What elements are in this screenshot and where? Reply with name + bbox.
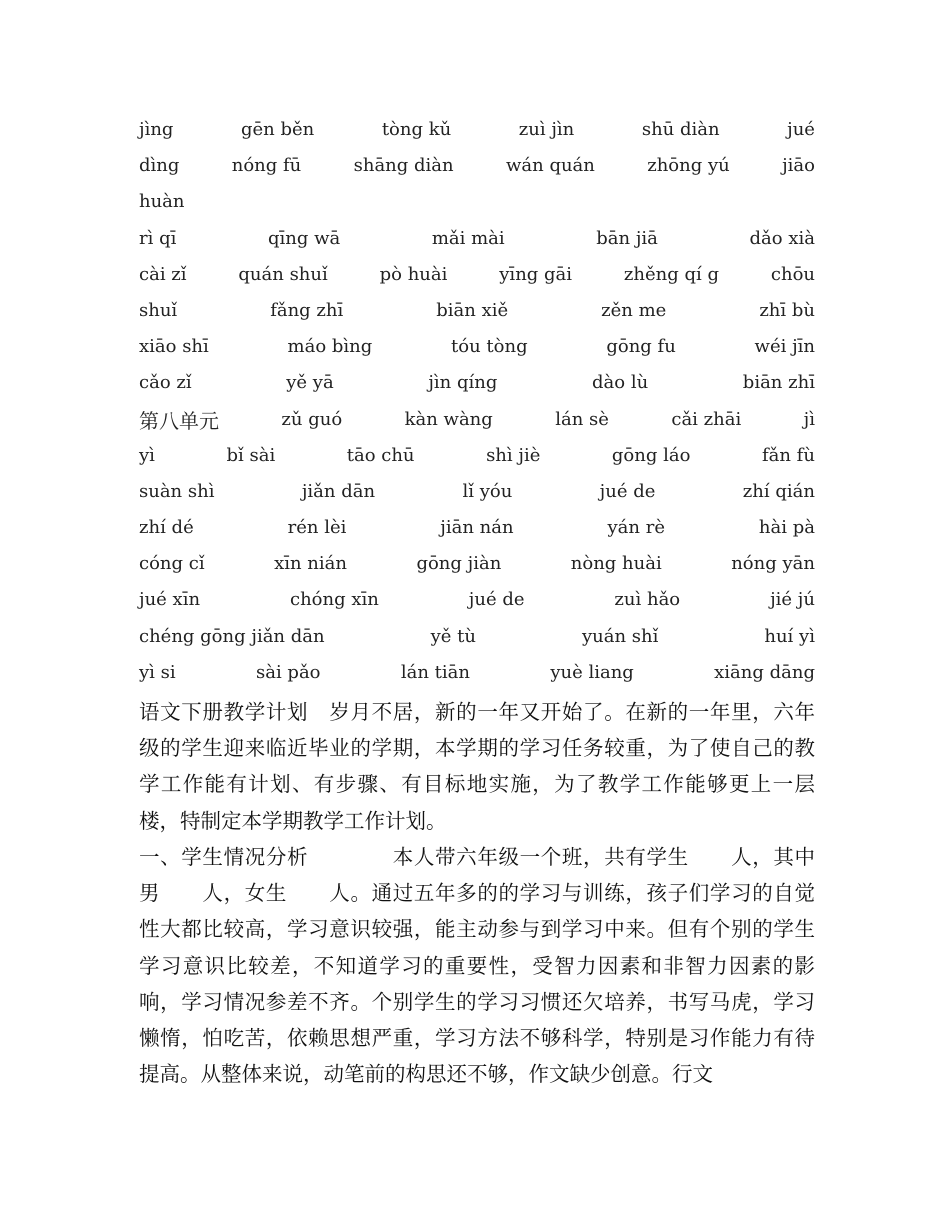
pinyin-line — [139, 193, 815, 229]
pinyin-word: jì — [803, 408, 815, 430]
pinyin-word: suàn shì — [139, 480, 215, 502]
pinyin-word: zhōng yú — [647, 155, 730, 177]
pinyin-word: biān xiě — [436, 299, 509, 321]
pinyin-word: xiāng dāng — [714, 661, 815, 683]
pinyin-word: nóng yān — [731, 553, 815, 575]
pinyin-word: wéi jīn — [754, 336, 815, 358]
pinyin-word: gōng fu — [606, 336, 676, 358]
pinyin-word: zhí dé — [139, 517, 194, 539]
pinyin-word: jiǎn dān — [301, 480, 376, 502]
pinyin-word: yuán shǐ — [581, 625, 659, 647]
pinyin-word: shuǐ — [139, 299, 178, 321]
pinyin-line — [139, 338, 815, 374]
pinyin-word: sài pǎo — [255, 661, 321, 683]
pinyin-word: gēn běn — [241, 119, 315, 140]
pinyin-word: tòng kǔ — [381, 119, 452, 140]
pinyin-line — [139, 519, 815, 555]
pinyin-word: yì si — [139, 661, 176, 683]
pinyin-word: cài zǐ — [139, 263, 187, 285]
pinyin-word: jiān nán — [440, 517, 514, 539]
pinyin-word: gōng jiàn — [416, 553, 502, 575]
paragraph-student-analysis: 一、学生情况分析 本人带六年级一个班，共有学生 人，其中男 人，女生 人。通过五年多的的学习与训练，孩子们学习的自觉性大都比较高，学习意识较强，能主动参与到学习中来。但有个别的学生学习意识比较差，不知道学习的重要性，受智力因素和非智力因素的影响，学习情况参差不齐。个别学生的学习习惯还欠培养，书写马虎，学习懒惰，怕吃苦，依赖思想严重，学习方法不够科学，特别是习作能力有待提高。从整体来说，动笔前的构思还不够，作文缺少创意。行文 — [139, 845, 815, 1087]
pinyin-word: dào lù — [592, 372, 649, 394]
pinyin-word: fǎng zhī — [270, 299, 344, 321]
pinyin-word: jìn qíng — [428, 372, 498, 394]
pinyin-line — [139, 157, 815, 193]
pinyin-word: cóng cǐ — [139, 553, 205, 575]
paragraph-teaching-plan-intro: 语文下册教学计划 岁月不居，新的一年又开始了。在新的一年里，六年级的学生迎来临近毕业的学期，本学期的学习任务较重，为了使自己的教学工作能有计划、有步骤、有目标地实施，为了教学工作能够更上一层楼，特制定本学期教学工作计划。 — [139, 700, 815, 833]
pinyin-word: bǐ sài — [226, 444, 276, 466]
pinyin-word: mǎi mài — [431, 227, 505, 249]
pinyin-word: hài pà — [758, 517, 815, 539]
pinyin-line — [139, 227, 815, 266]
pinyin-line — [139, 444, 815, 483]
pinyin-word: 第八单元 — [139, 408, 219, 433]
pinyin-word: jué — [787, 119, 815, 140]
pinyin-line — [139, 480, 815, 519]
pinyin-word: kàn wàng — [404, 408, 493, 430]
pinyin-word: zěn me — [601, 299, 667, 321]
pinyin-word: jué de — [468, 589, 525, 611]
pinyin-line — [139, 121, 815, 157]
pinyin-word: nóng fū — [231, 155, 302, 177]
pinyin-word: yì — [139, 444, 155, 466]
pinyin-word: gōng láo — [611, 444, 691, 466]
pinyin-word: zhěng qí g — [623, 263, 720, 285]
pinyin-word: jué de — [599, 480, 656, 502]
pinyin-word: yuè liang — [550, 661, 634, 683]
pinyin-word: lǐ yóu — [462, 480, 513, 502]
pinyin-word: rén lèi — [287, 517, 347, 539]
pinyin-word: pò huài — [379, 263, 448, 285]
pinyin-word: máo bìng — [287, 336, 373, 358]
pinyin-word: yě tù — [430, 625, 476, 647]
pinyin-word: huàn — [139, 191, 185, 213]
pinyin-word: xiāo shī — [139, 336, 209, 358]
pinyin-word: dǎo xià — [749, 227, 815, 249]
pinyin-word: lán tiān — [400, 661, 470, 683]
pinyin-word: chōu — [770, 263, 815, 285]
pinyin-word: huí yì — [764, 625, 815, 647]
pinyin-word: jué xīn — [139, 589, 201, 611]
pinyin-line — [139, 374, 815, 410]
pinyin-line — [139, 408, 815, 447]
pinyin-word: yán rè — [607, 517, 665, 539]
pinyin-word: zhī bù — [759, 299, 815, 321]
pinyin-word: jìng — [139, 119, 174, 140]
pinyin-word: shì jiè — [486, 444, 541, 466]
pinyin-word: lán sè — [555, 408, 609, 430]
pinyin-word: cǎo zǐ — [139, 372, 192, 394]
pinyin-line — [139, 299, 815, 338]
pinyin-word: wán quán — [505, 155, 595, 177]
pinyin-word: yě yā — [286, 372, 334, 394]
pinyin-word: quán shuǐ — [238, 263, 328, 285]
pinyin-word: bān jiā — [596, 227, 658, 249]
pinyin-line — [139, 263, 815, 302]
pinyin-word: tóu tòng — [451, 336, 528, 358]
pinyin-word: chóng xīn — [289, 589, 379, 611]
pinyin-line — [139, 591, 815, 627]
pinyin-word: zǔ guó — [281, 408, 343, 430]
pinyin-word: zuì jìn — [518, 119, 575, 140]
pinyin-line — [139, 555, 815, 591]
pinyin-word: yīng gāi — [499, 263, 573, 285]
pinyin-word: shū diàn — [641, 119, 720, 140]
pinyin-word: zuì hǎo — [614, 589, 681, 611]
pinyin-word: rì qī — [139, 227, 177, 249]
pinyin-line — [139, 625, 815, 664]
pinyin-vocabulary-list — [139, 121, 815, 700]
pinyin-word: dìng — [139, 155, 180, 177]
pinyin-word: shāng diàn — [353, 155, 454, 177]
pinyin-word: xīn nián — [274, 553, 347, 575]
pinyin-word: qīng wā — [267, 227, 341, 249]
pinyin-word: jié jú — [770, 589, 815, 611]
pinyin-word: cǎi zhāi — [671, 408, 742, 430]
pinyin-word: fǎn fù — [761, 444, 815, 466]
pinyin-word: biān zhī — [742, 372, 815, 394]
pinyin-word: nòng huài — [570, 553, 662, 575]
pinyin-word: jiāo — [782, 155, 815, 177]
pinyin-word: chéng gōng jiǎn dān — [139, 625, 325, 647]
pinyin-word: zhí qián — [742, 480, 815, 502]
pinyin-word: tāo chū — [346, 444, 415, 466]
